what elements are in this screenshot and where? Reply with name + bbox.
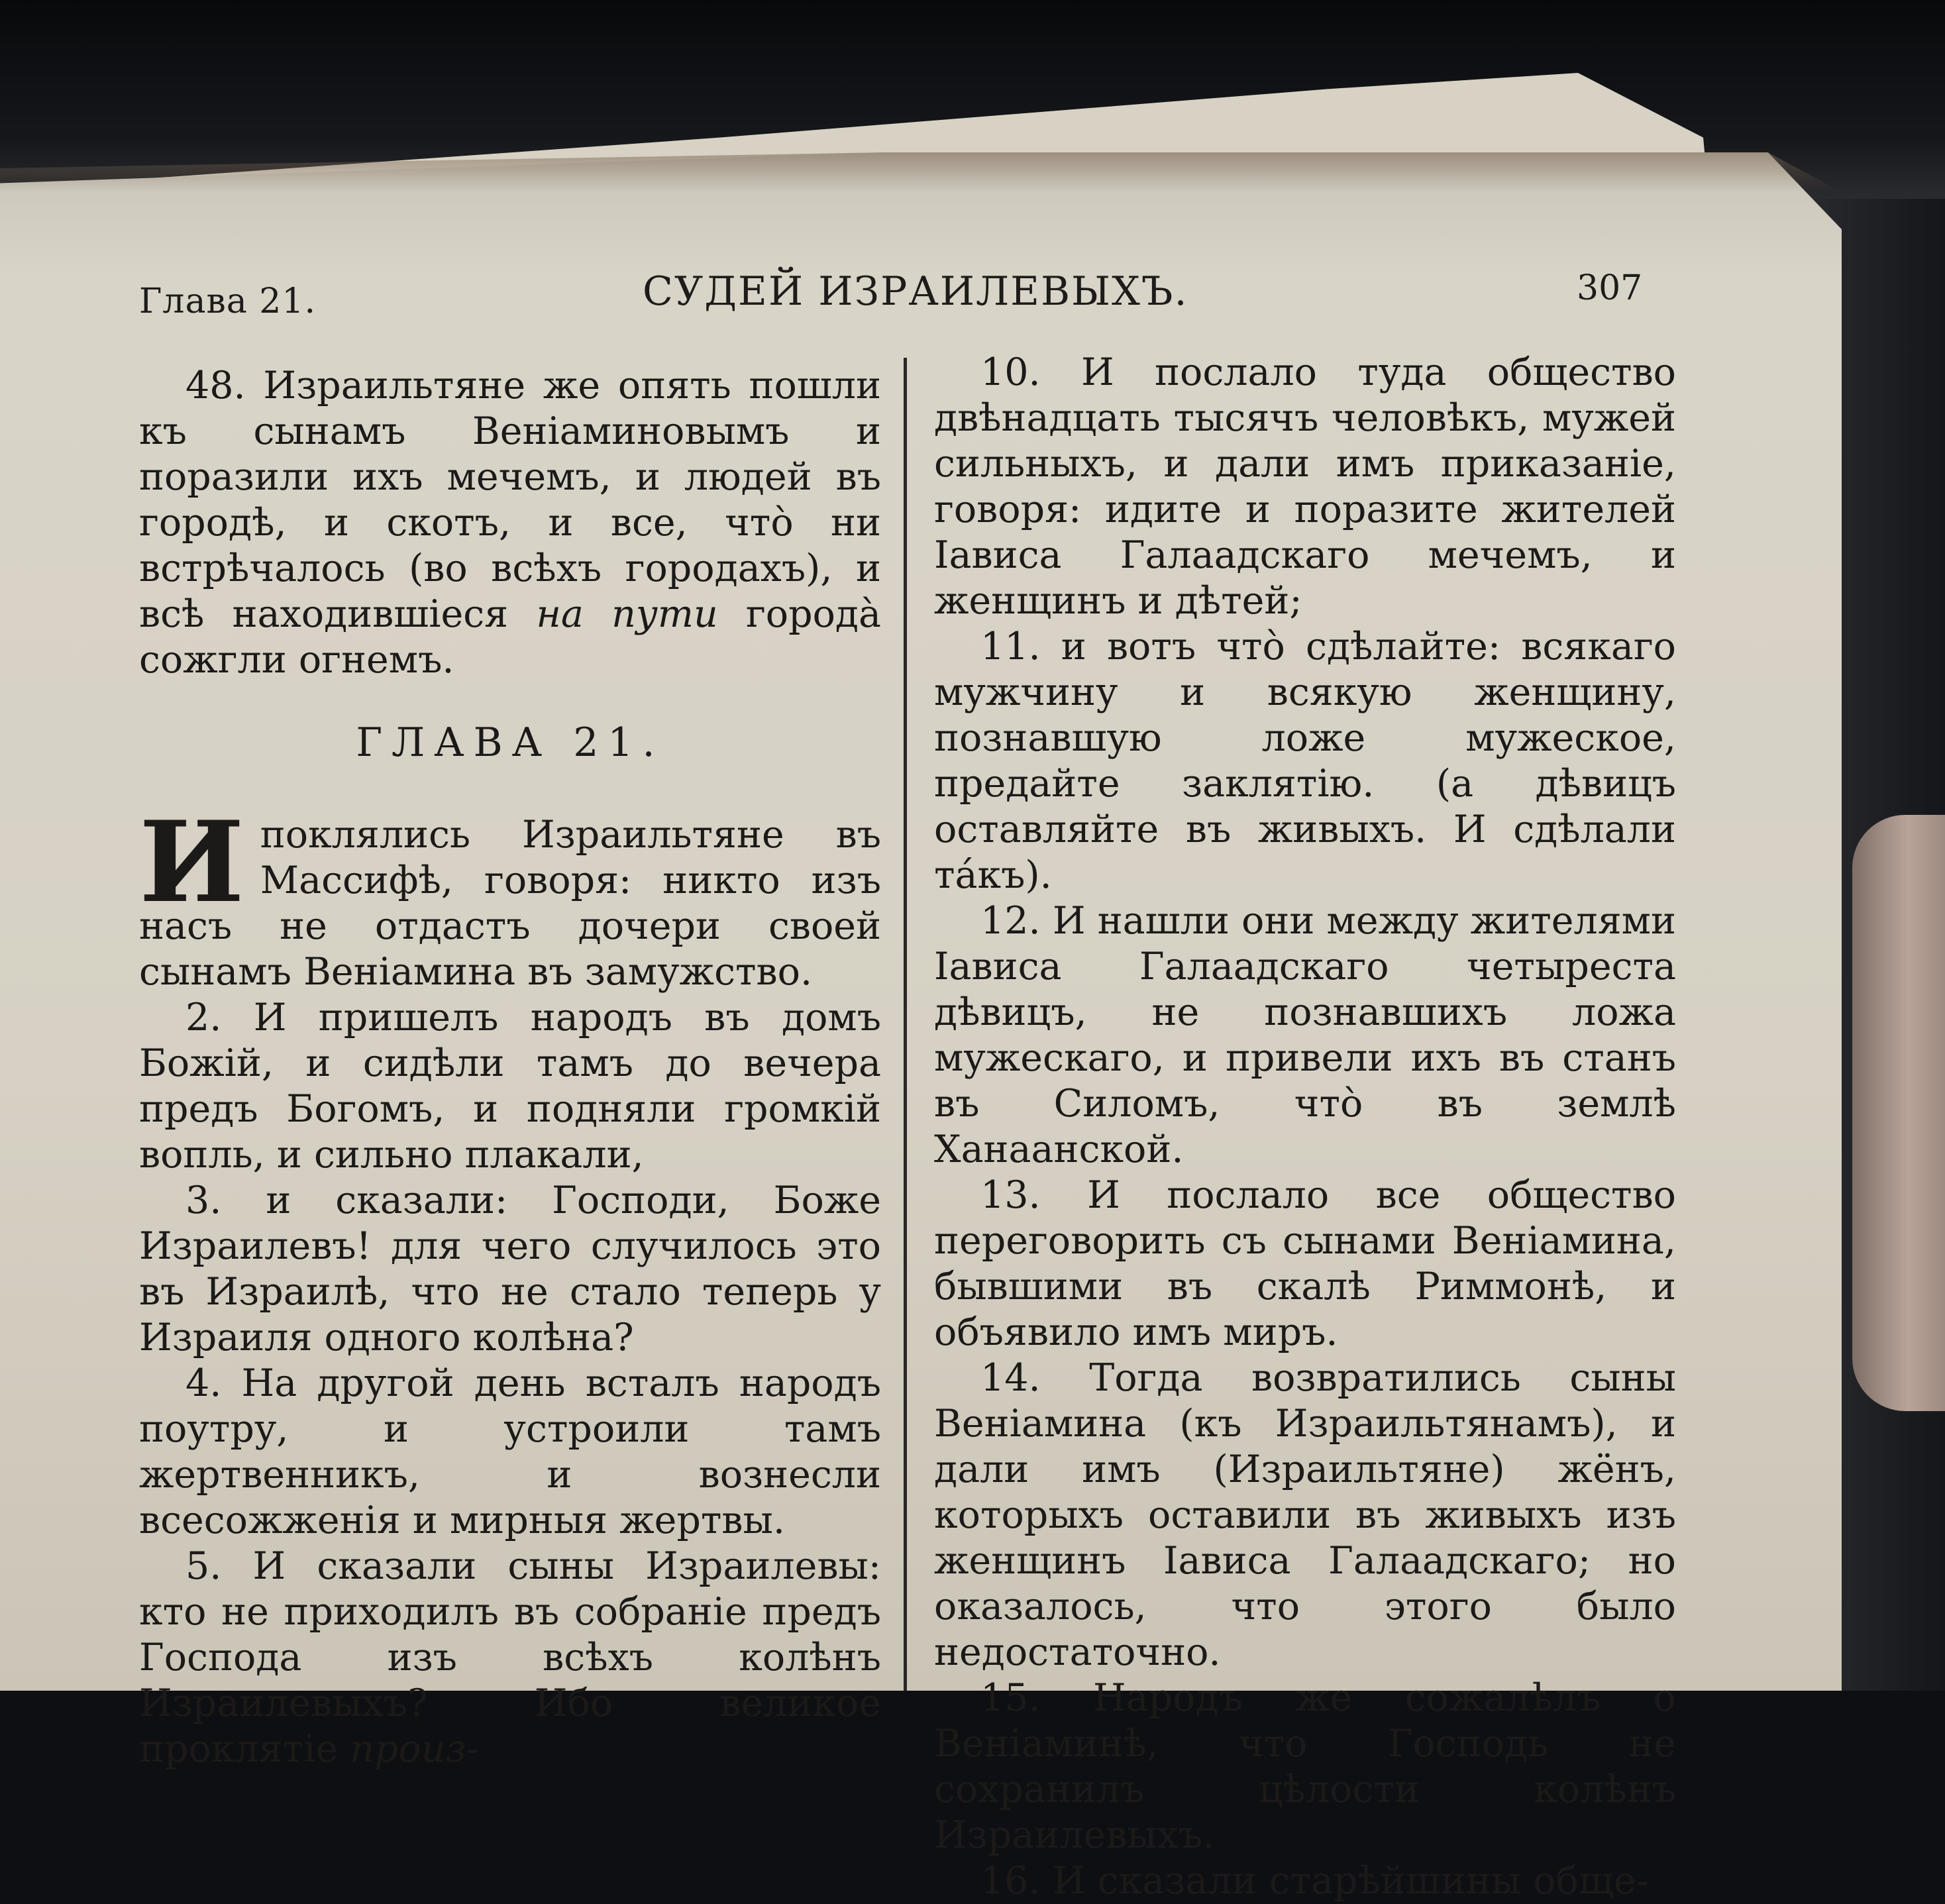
verse-4: 4. На другой день всталъ народъ поутру, и устроили тамъ жертвенникъ, и вознесли всесожженія и мирныя жертвы. xyxy=(139,1361,881,1542)
holding-hand xyxy=(1852,815,1945,1411)
right-column xyxy=(934,350,1676,1904)
header-chapter-label: Глава 21. xyxy=(139,282,316,321)
running-header xyxy=(139,268,1663,328)
drop-cap: И xyxy=(139,796,244,927)
verse-13: 13. И послало все общество переговорить съ сынами Веніамина, бывшими въ скалѣ Риммонѣ, и объявило имъ миръ. xyxy=(934,1173,1676,1354)
chapter-heading: ГЛАВА 21. xyxy=(356,719,664,766)
verse-3: 3. и сказали: Господи, Боже Израилевъ! для чего случилось это въ Израилѣ, что не стало теперь у Израиля одного колѣна? xyxy=(139,1179,881,1359)
verse-5: 5. И сказали сыны Израилевы: кто не приходилъ въ собраніе предъ Господа изъ всѣхъ колѣнъ Израилевыхъ? Ибо великое проклятіе произ- xyxy=(139,1544,881,1771)
verse-16: 16. И сказали старѣйшины обще- xyxy=(980,1859,1649,1903)
verse-1: Ипоклялись Израильтяне въ Массифѣ, говоря: никто изъ насъ не отдастъ дочери своей сынамъ Веніамина въ замужство. xyxy=(139,796,881,994)
verse-12: 12. И нашли они между жителями Іависа Галаадскаго четыреста дѣвицъ, не познавшихъ ложа мужескаго, и привели ихъ въ станъ въ Силомъ, что̀ въ землѣ Ханаанской. xyxy=(934,899,1676,1171)
verse-48: 48. Израильтяне же опять пошли къ сынамъ Веніаминовымъ и поразили ихъ мечемъ, и людей въ городѣ, и скотъ, и все, что̀ ни встрѣчалось (во всѣхъ городахъ), и всѣ находившіеся на пути города̀ сожгли огнемъ. xyxy=(139,364,882,682)
header-book-title: СУДЕЙ ИЗРАИЛЕВЫХЪ. xyxy=(643,268,1188,315)
page-number: 307 xyxy=(1577,268,1643,308)
verse-15: 15. Народъ же сожалѣлъ о Веніаминѣ, что Господь не сохранилъ цѣлости колѣнъ Израилевыхъ. xyxy=(934,1676,1676,1857)
column-divider xyxy=(904,358,907,1691)
verse-10: 10. И послало туда общество двѣнадцать тысячъ человѣкъ, мужей сильныхъ, и дали имъ приказаніе, говоря: идите и поразите жителей Іависа Галаадскаго мечемъ, и женщинъ и дѣтей; xyxy=(934,350,1676,623)
verse-11: 11. и вотъ что̀ сдѣлайте: всякаго мужчину и всякую женщину, познавшую ложе мужеское, предайте заклятію. (а дѣвицъ оставляйте въ живыхъ. И сдѣлали та́къ). xyxy=(934,625,1676,897)
verse-14: 14. Тогда возвратились сыны Веніамина (къ Израильтянамъ), и дали имъ (Израильтяне) жёнъ, которыхъ оставили въ живыхъ изъ женщинъ Іависа Галаадскаго; но оказалось, что этого было недостаточно. xyxy=(934,1356,1676,1674)
left-column xyxy=(139,363,881,1772)
verse-2: 2. И пришелъ народъ въ домъ Божій, и сидѣли тамъ до вечера предъ Богомъ, и подняли громкій вопль, и сильно плакали, xyxy=(139,996,881,1177)
